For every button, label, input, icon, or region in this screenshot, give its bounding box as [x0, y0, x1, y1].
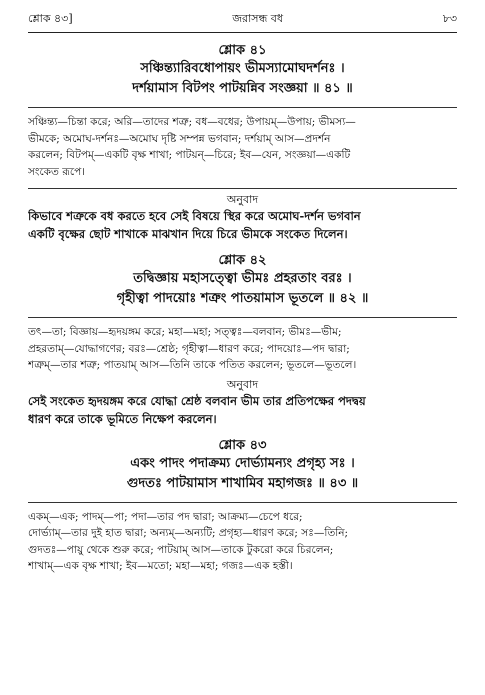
verse-block-42: [28, 253, 457, 428]
synonym-line: সংকেত রূপে।: [28, 165, 85, 178]
synonym-line: সঞ্চিন্ত্য—চিন্তা করে; অরি—তাদের শত্রু; বধ—বধের; উপায়ম্—উপায়; ভীমস্য—: [28, 116, 356, 128]
header-verse-ref: শ্লোক ৪৩]: [28, 11, 73, 25]
verse-line: দর্শয়ামাস বিটপং পাটয়ন্নিব সংজ্ঞয়া ॥ ৪১ ॥: [132, 81, 353, 96]
synonym-line: তৎ—তা; বিজ্ঞায়—হৃদয়ঙ্গম করে; মহা—মহা; সত্ত্বঃ—বলবান; ভীমঃ—ভীম;: [28, 326, 342, 338]
verse-line: সঞ্চিন্ত্যারিবধোপায়ং ভীমস্যামোঘদর্শনঃ ।: [140, 61, 345, 76]
verse-heading: শ্লোক ৪২: [218, 253, 267, 268]
translation-line: সেই সংকেত হৃদয়ঙ্গম করে যোদ্ধা শ্রেষ্ঠ বলবান ভীম তার প্রতিপক্ষের পদদ্বয়: [28, 393, 366, 408]
running-header: [28, 8, 457, 30]
synonyms: [28, 114, 457, 180]
verse-line: গুদতঃ পাটয়ামাস শাখামিব মহাগজঃ ॥ ৪৩ ॥: [126, 475, 359, 491]
verse-line: তদ্বিজ্ঞায় মহাসত্ত্বো ভীমঃ প্রহরতাং বরঃ ।: [133, 271, 352, 286]
synonyms: [28, 324, 457, 374]
translation-line: কিভাবে শত্রুকে বধ করতে হবে সেই বিষয়ে স্থির করে অমোঘ-দর্শন ভগবান: [28, 209, 361, 223]
verse-block-43: [28, 438, 457, 575]
divider: [28, 107, 457, 108]
synonym-line: শত্রুম্—তার শত্রু; পাতয়াম্ আস—তিনি তাকে পতিত করলেন; ভূতলে—ভূতলে।: [28, 359, 357, 371]
synonym-line: ভীমকে; অমোঘ-দর্শনঃ—অমোঘ দৃষ্টি সম্পন্ন ভগবান; দর্শয়াম্ আস—প্রদর্শন: [28, 132, 331, 145]
translation: [28, 207, 457, 243]
synonym-line: গুদতঃ—পায়ু থেকে শুরু করে; পাটয়াম্ আস—তাকে টুকরো করে চিরলেন;: [28, 543, 334, 556]
translation-label: অনুবাদ: [226, 377, 259, 391]
divider: [28, 502, 457, 503]
synonym-line: একম্—এক; পাদম্—পা; পদা—তার পদ দ্বারা; আক্রম্য—চেপে ধরে;: [28, 510, 303, 523]
translation-line: ধারণ করে তাকে ভূমিতে নিক্ষেপ করলেন।: [28, 411, 217, 426]
synonym-line: করলেন; বিটপম্—একটি বৃক্ষ শাখা; পাটয়ন্—চিরে; ইব—যেন, সংজ্ঞয়া—একটি: [28, 149, 351, 161]
synonym-line: প্রহরতাম্—যোদ্ধাগণের; বরঃ—শ্রেষ্ঠ; গৃহীত্বা—ধারণ করে; পাদয়োঃ—পদ দ্বারা;: [28, 342, 350, 355]
verse-heading: শ্লোক ৪৩: [218, 437, 267, 453]
synonym-line: শাখাম্—এক বৃক্ষ শাখা; ইব—মতো; মহা—মহা; গজঃ—এক হস্তী।: [28, 560, 293, 572]
translation: [28, 392, 457, 428]
divider: [28, 188, 457, 189]
header-chapter-title: জরাসন্ধ বধ: [232, 11, 284, 25]
verse-heading: শ্লোক ৪১: [218, 43, 267, 58]
verse-line: একং পাদং পদাক্রম্য দোর্ভ্যামন্যং প্রগৃহ্য সঃ ।: [130, 455, 355, 471]
header-page-number: ৮৩: [442, 11, 457, 25]
synonym-line: দোর্ভ্যাম্—তার দুই হাত দ্বারা; অন্যম্—অন্যটি; প্রগৃহ্য—ধারণ করে; সঃ—তিনি;: [28, 527, 349, 539]
translation-label: অনুবাদ: [226, 193, 259, 206]
header-rule: [28, 32, 457, 33]
divider: [28, 317, 457, 318]
verse-line: গৃহীত্বা পাদয়োঃ শত্রুং পাতয়ামাস ভূতলে ॥ ৪২ ॥: [116, 291, 369, 306]
translation-line: একটি বৃক্ষের ছোট শাখাকে মাঝখান দিয়ে চিরে ভীমকে সংকেত দিলেন।: [28, 227, 348, 241]
verse-block-41: [28, 43, 457, 243]
synonyms: [28, 509, 457, 575]
